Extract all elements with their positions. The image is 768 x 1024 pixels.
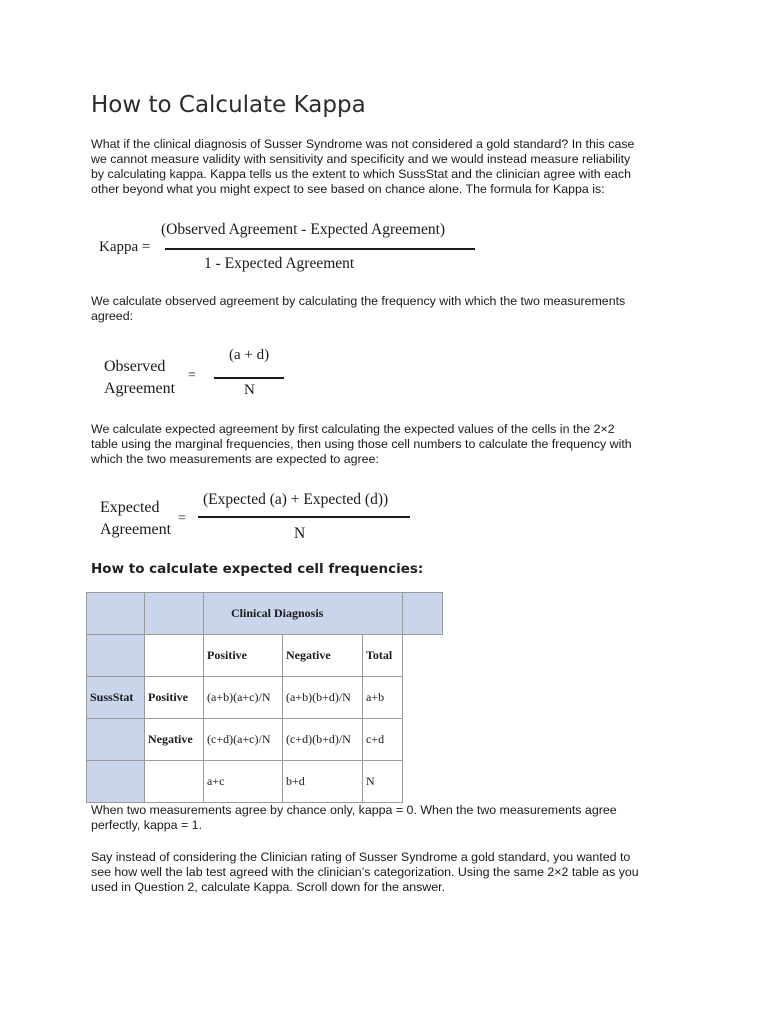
cell-pos-total: a+b [363,677,403,719]
kappa-formula-denominator: 1 - Expected Agreement [204,255,355,272]
clinical-diagnosis-header: Clinical Diagnosis [204,593,403,635]
expected-formula-lhs-line2: Agreement [100,521,172,538]
chance-line: perfectly, kappa = 1. [91,818,203,832]
table-cell [403,593,443,635]
intro-line: we cannot measure validity with sensitivity and specificity and we would instead measure reliability [91,152,631,166]
row-header-negative: Negative [145,719,204,761]
col-header-positive: Positive [204,635,283,677]
intro-line: by calculating kappa. Kappa tells us the extent to which SussStat and the clinician agree with each [91,167,632,181]
observed-line: We calculate observed agreement by calculating the frequency with which the two measurements [91,294,626,308]
expected-formula-denominator: N [294,525,306,542]
table-cell [87,719,145,761]
expected-paragraph [91,422,691,467]
chance-paragraph [91,803,691,833]
table-cell [87,593,145,635]
col-header-negative: Negative [283,635,363,677]
observed-formula-lhs-line2: Agreement [104,380,176,397]
intro-paragraph [91,137,691,197]
row-group-sussstat: SussStat [87,677,145,719]
observed-formula-equals: = [188,368,196,383]
table-cell [145,593,204,635]
table-cell [87,761,145,803]
observed-formula-denominator: N [244,382,255,398]
chance-line: When two measurements agree by chance only, kappa = 0. When the two measurements agree [91,803,617,817]
col-header-total: Total [363,635,403,677]
question-line: see how well the lab test agreed with the clinician’s categorization. Using the same 2×2 table as you [91,865,639,879]
expected-line: table using the marginal frequencies, then using those cell numbers to calculate the frequency with [91,437,632,451]
expected-formula-lhs-line1: Expected [100,499,160,516]
expected-fraction-bar [198,516,410,518]
cell-neg-total: c+d [363,719,403,761]
table-row [87,677,443,719]
table-row [87,719,443,761]
table-row [87,635,443,677]
kappa-formula-lhs: Kappa = [99,239,151,255]
kappa-formula-numerator: (Observed Agreement - Expected Agreement) [161,221,446,238]
row-header-positive: Positive [145,677,204,719]
page-title: How to Calculate Kappa [91,92,366,118]
observed-formula-numerator: (a + d) [229,347,270,363]
cell-pos-pos: (a+b)(a+c)/N [204,677,283,719]
table-cell [87,635,145,677]
observed-formula-lhs-line1: Observed [104,358,166,375]
cell-total-neg: b+d [283,761,363,803]
cell-frequencies-heading: How to calculate expected cell frequencies: [91,561,424,577]
cell-neg-pos: (c+d)(a+c)/N [204,719,283,761]
observed-fraction-bar [214,377,284,379]
expected-formula-equals: = [178,511,186,526]
expected-line: We calculate expected agreement by first calculating the expected values of the cells in the 2×2 [91,422,615,436]
cell-total-pos: a+c [204,761,283,803]
question-line: used in Question 2, calculate Kappa. Scroll down for the answer. [91,880,446,894]
observed-line: agreed: [91,309,134,323]
question-paragraph [91,850,691,895]
expected-line: which the two measurements are expected to agree: [91,452,379,466]
cell-neg-neg: (c+d)(b+d)/N [283,719,363,761]
question-line: Say instead of considering the Clinician rating of Susser Syndrome a gold standard, you wanted to [91,850,631,864]
table-cell [145,635,204,677]
expected-frequencies-table [86,592,443,803]
table-row [87,761,443,803]
intro-line: What if the clinical diagnosis of Susser Syndrome was not considered a gold standard? In this case [91,137,635,151]
intro-line: other beyond what you might expect to see based on chance alone. The formula for Kappa is: [91,182,605,196]
kappa-fraction-bar [165,248,475,250]
table-cell [145,761,204,803]
observed-paragraph [91,294,691,324]
cell-total-total: N [363,761,403,803]
cell-pos-neg: (a+b)(b+d)/N [283,677,363,719]
expected-formula-numerator: (Expected (a) + Expected (d)) [203,491,389,508]
table-row [87,593,443,635]
